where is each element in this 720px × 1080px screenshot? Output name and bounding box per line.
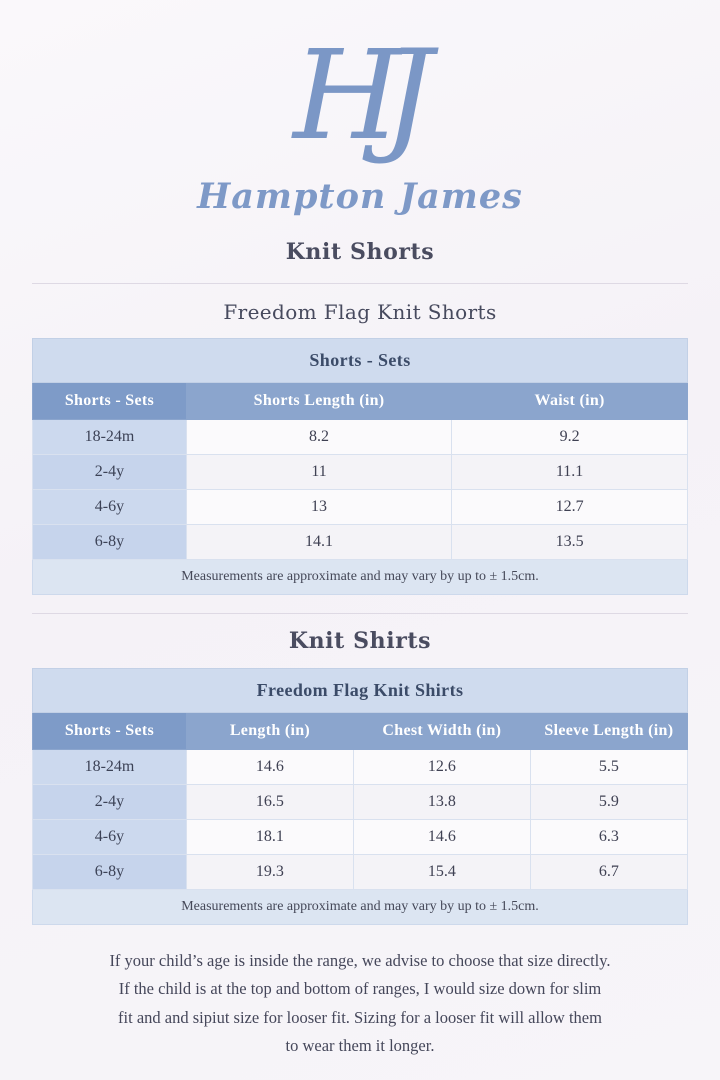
cell-waist: 13.5 bbox=[452, 525, 688, 560]
column-header-size: Shorts - Sets bbox=[33, 383, 187, 420]
table-note-row bbox=[33, 890, 688, 925]
cell-length: 18.1 bbox=[186, 820, 353, 855]
shirts-table-caption: Freedom Flag Knit Shirts bbox=[33, 669, 688, 713]
cell-chest-width: 15.4 bbox=[353, 855, 530, 890]
cell-waist: 11.1 bbox=[452, 455, 688, 490]
table-row bbox=[33, 855, 688, 890]
cell-shorts-length: 8.2 bbox=[186, 420, 451, 455]
cell-size: 6-8y bbox=[33, 525, 187, 560]
table-row bbox=[33, 490, 688, 525]
cell-sleeve-length: 6.3 bbox=[530, 820, 687, 855]
shorts-table-caption: Shorts - Sets bbox=[33, 339, 688, 383]
cell-size: 2-4y bbox=[33, 455, 187, 490]
cell-waist: 12.7 bbox=[452, 490, 688, 525]
column-header-waist: Waist (in) bbox=[452, 383, 688, 420]
shirts-size-table bbox=[32, 668, 688, 925]
table-caption-row bbox=[33, 669, 688, 713]
table-row bbox=[33, 750, 688, 785]
sizing-advice bbox=[32, 947, 688, 1061]
table-row bbox=[33, 455, 688, 490]
shirts-section-label: Knit Shirts bbox=[288, 628, 432, 654]
brand-logo bbox=[32, 0, 688, 217]
column-header-chest-width: Chest Width (in) bbox=[353, 713, 530, 750]
cell-chest-width: 13.8 bbox=[353, 785, 530, 820]
cell-chest-width: 12.6 bbox=[353, 750, 530, 785]
shorts-section-heading: Freedom Flag Knit Shorts bbox=[223, 300, 497, 324]
table-row bbox=[33, 525, 688, 560]
cell-chest-width: 14.6 bbox=[353, 820, 530, 855]
table-note-row bbox=[33, 560, 688, 595]
column-header-shorts-length: Shorts Length (in) bbox=[186, 383, 451, 420]
shorts-table-note: Measurements are approximate and may vary by up to ± 1.5cm. bbox=[33, 560, 688, 595]
sizing-advice-line-3: fit and and sipiut size for looser fit. Sizing for a looser fit will allow them bbox=[118, 1007, 602, 1027]
cell-waist: 9.2 bbox=[452, 420, 688, 455]
cell-length: 19.3 bbox=[186, 855, 353, 890]
cell-sleeve-length: 5.9 bbox=[530, 785, 687, 820]
monogram-icon: HJ bbox=[293, 24, 415, 168]
cell-size: 4-6y bbox=[33, 820, 187, 855]
column-header-size: Shorts - Sets bbox=[33, 713, 187, 750]
cell-length: 14.6 bbox=[186, 750, 353, 785]
cell-size: 2-4y bbox=[33, 785, 187, 820]
cell-size: 18-24m bbox=[33, 750, 187, 785]
page-title: Knit Shorts bbox=[285, 239, 435, 265]
cell-sleeve-length: 5.5 bbox=[530, 750, 687, 785]
table-row bbox=[33, 420, 688, 455]
shirts-table-note: Measurements are approximate and may vary by up to ± 1.5cm. bbox=[33, 890, 688, 925]
cell-shorts-length: 13 bbox=[186, 490, 451, 525]
cell-sleeve-length: 6.7 bbox=[530, 855, 687, 890]
table-caption-row bbox=[33, 339, 688, 383]
cell-size: 6-8y bbox=[33, 855, 187, 890]
table-header-row bbox=[33, 713, 688, 750]
table-header-row bbox=[33, 383, 688, 420]
column-header-sleeve-length: Sleeve Length (in) bbox=[530, 713, 687, 750]
cell-shorts-length: 14.1 bbox=[186, 525, 451, 560]
sizing-advice-line-2: If the child is at the top and bottom of ranges, I would size down for slim bbox=[118, 979, 602, 999]
shorts-size-table bbox=[32, 338, 688, 595]
cell-size: 18-24m bbox=[33, 420, 187, 455]
table-row bbox=[33, 820, 688, 855]
cell-size: 4-6y bbox=[33, 490, 187, 525]
divider-middle bbox=[32, 613, 688, 614]
divider-top bbox=[32, 283, 688, 284]
cell-length: 16.5 bbox=[186, 785, 353, 820]
sizing-advice-line-4: to wear them it longer. bbox=[285, 1036, 435, 1056]
sizing-advice-line-1: If your child’s age is inside the range, we advise to choose that size directly. bbox=[109, 951, 611, 970]
table-row bbox=[33, 785, 688, 820]
cell-shorts-length: 11 bbox=[186, 455, 451, 490]
brand-name: Hampton James bbox=[197, 176, 523, 217]
column-header-length: Length (in) bbox=[186, 713, 353, 750]
